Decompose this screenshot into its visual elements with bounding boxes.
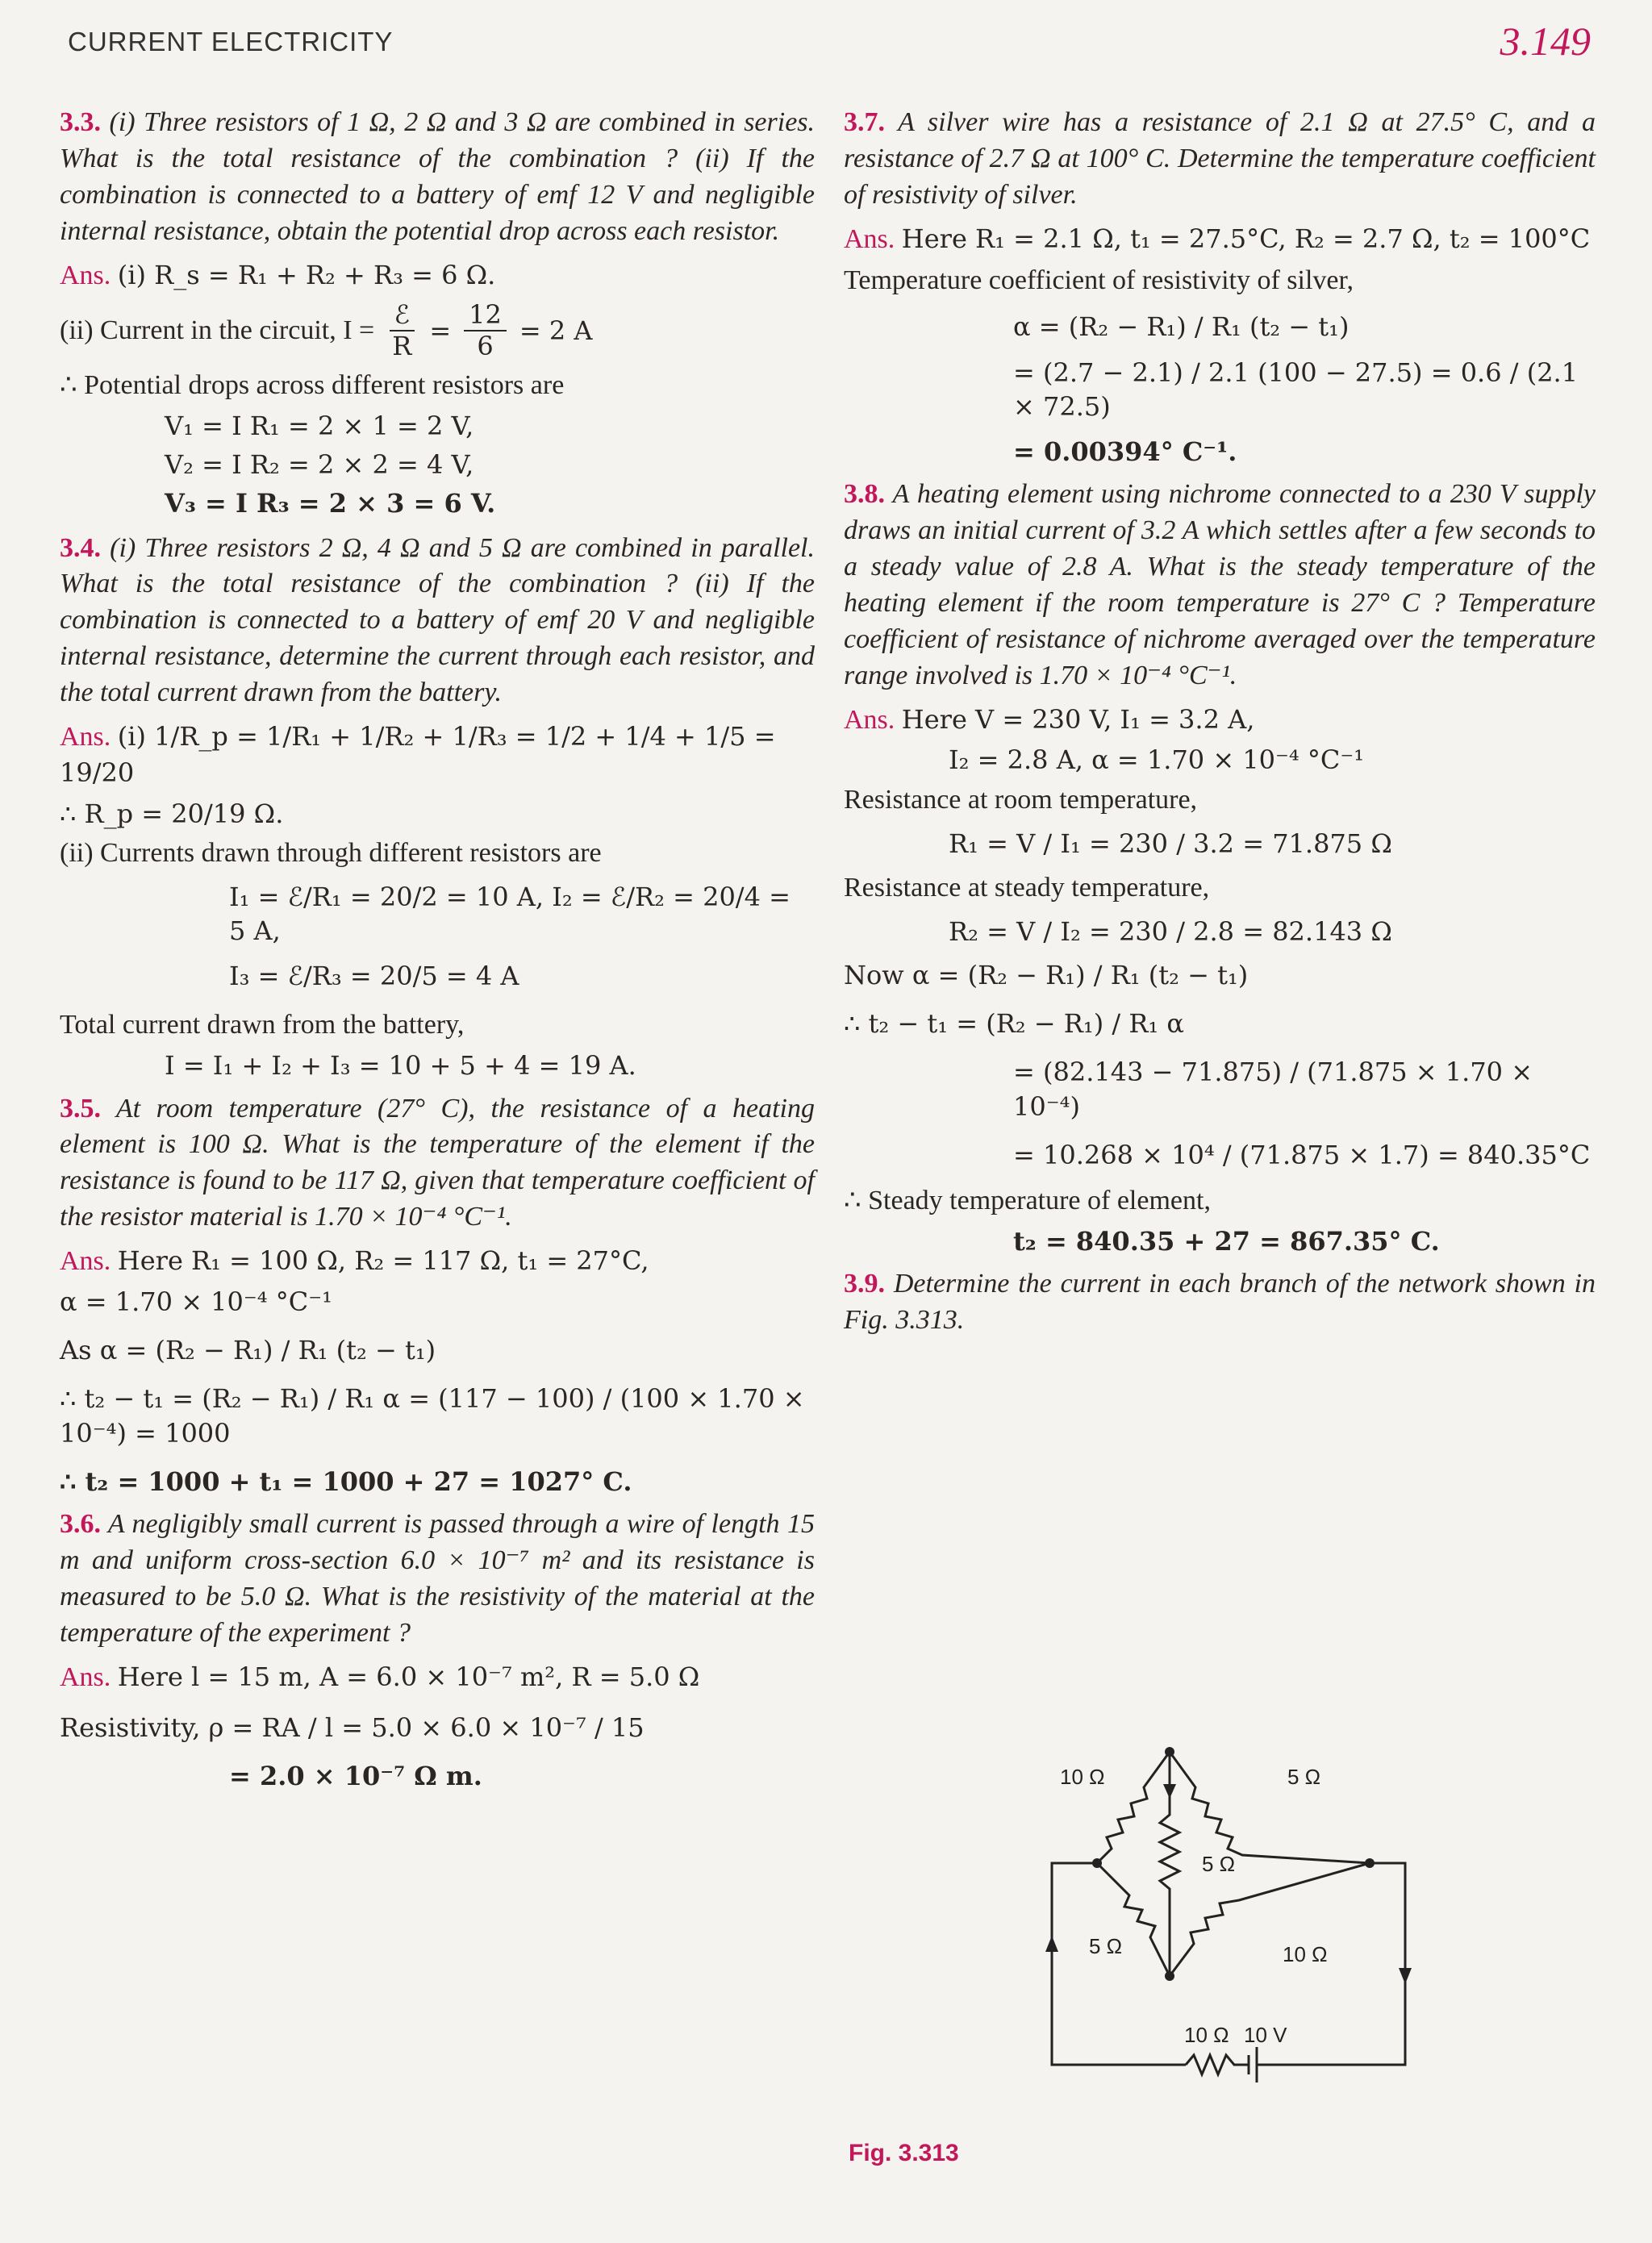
question-3-6 <box>60 1507 815 1652</box>
answer-line <box>60 719 815 792</box>
answer-line: V₃ = I R₃ = 2 × 3 = 6 V. <box>165 488 496 519</box>
answer-line <box>60 258 815 294</box>
answer-line <box>60 1244 815 1280</box>
denominator: 6 <box>477 331 494 362</box>
question-3-7 <box>844 105 1596 214</box>
answer-line: α = (R₂ − R₁) / R₁ (t₂ − t₁) <box>1013 311 1350 343</box>
answer-line: ∴ t₂ = 1000 + t₁ = 1000 + 27 = 1027° C. <box>60 1465 632 1497</box>
answer-line: (ii) Current in the circuit, I = $\frac{\text{ℰ}}{R}$ = $\frac{12}{6}$ = 2 A <box>60 299 593 362</box>
question-3-9 <box>844 1266 1596 1339</box>
answer-line: Resistance at steady temperature, <box>844 872 1210 903</box>
denominator: R <box>392 331 412 362</box>
question-number: 3.5. <box>60 1093 101 1124</box>
answer-label: Ans. <box>60 260 111 290</box>
label-r-bottom-right: 10 Ω <box>1283 1942 1328 1966</box>
node <box>1165 1747 1174 1757</box>
question-number: 3.4. <box>60 532 101 563</box>
answer-line: Total current drawn from the battery, <box>60 1010 465 1040</box>
answer-line: Temperature coefficient of resistivity of silver, <box>844 265 1354 295</box>
resistor-bottom-right <box>1170 1863 1370 1976</box>
answer-line: ∴ t₂ − t₁ = (R₂ − R₁) / R₁ α <box>844 1008 1185 1040</box>
answer-line: = (82.143 − 71.875) / (71.875 × 1.70 × 10⁻⁴) <box>1013 1057 1533 1122</box>
answer-label: Ans. <box>844 704 895 735</box>
label-r-top-left: 10 Ω <box>1060 1765 1105 1789</box>
label-r-series: 10 Ω <box>1184 2023 1229 2047</box>
question-3-5 <box>60 1091 815 1236</box>
resistor-bottom-left <box>1097 1863 1170 1976</box>
question-number: 3.6. <box>60 1509 101 1540</box>
answer-line: I₃ = ℰ/R₃ = 20/5 = 4 A <box>229 961 519 992</box>
node <box>1092 1858 1102 1868</box>
question-number: 3.8. <box>844 479 885 510</box>
label-r-top-right: 5 Ω <box>1287 1765 1321 1789</box>
answer-line: α = 1.70 × 10⁻⁴ °C⁻¹ <box>60 1286 332 1317</box>
question-3-3 <box>60 105 815 250</box>
node <box>1165 1971 1174 1981</box>
question-text: A negligibly small current is passed through a wire of length 15 m and uniform cross-section 6.0 × 10⁻⁷ m² and its resistance is measured to be 5.0 Ω. What is the resistivity of the material at the temperature of the experiment ? <box>60 1509 816 1648</box>
fraction <box>387 300 416 361</box>
left-column <box>60 105 815 1798</box>
question-3-8 <box>844 477 1596 694</box>
answer-line: I = I₁ + I₂ + I₃ = 10 + 5 + 4 = 19 A. <box>165 1050 636 1082</box>
answer-text: Here R₁ = 100 Ω, R₂ = 117 Ω, t₁ = 27°C, <box>117 1245 649 1277</box>
question-text: At room temperature (27° C), the resistance of a heating element is 100 Ω. What is the temperature of the element if the resistance is found to be 117 Ω, given that temperature coefficient of the resistor material is 1.70 × 10⁻⁴ °C⁻¹. <box>60 1093 815 1232</box>
question-3-4 <box>60 531 815 711</box>
answer-label: Ans. <box>60 721 111 752</box>
question-text: A heating element using nichrome connected to a 230 V supply draws an initial current of 3.2 A which settles after a few seconds to a steady value of 2.8 A. What is the steady temperature of the heating element if the room temperature is 27° C ? Temperature coefficient of resistance of nichrome averaged over the temperature range involved is 1.70 × 10⁻⁴ °C⁻¹. <box>844 479 1596 690</box>
figure-caption: Fig. 3.313 <box>849 2140 959 2166</box>
question-number: 3.9. <box>844 1269 885 1299</box>
answer-line: ∴ Potential drops across different resistors are <box>60 369 565 400</box>
chapter-title: CURRENT ELECTRICITY <box>68 27 394 56</box>
numerator: 12 <box>464 300 507 331</box>
answer-line: Now α = (R₂ − R₁) / R₁ (t₂ − t₁) <box>844 959 1249 990</box>
answer-line: As α = (R₂ − R₁) / R₁ (t₂ − t₁) <box>60 1335 436 1366</box>
label-r-mid: 5 Ω <box>1202 1852 1236 1876</box>
answer-line: V₁ = I R₁ = 2 × 1 = 2 V, <box>165 410 474 441</box>
answer-line: = (2.7 − 2.1) / 2.1 (100 − 27.5) = 0.6 / (2.1 × 72.5) <box>1013 356 1579 422</box>
answer-line: = 10.268 × 10⁴ / (71.875 × 1.7) = 840.35°C <box>1013 1139 1591 1170</box>
resistor-top-right <box>1170 1752 1370 1863</box>
answer-text: Here R₁ = 2.1 Ω, t₁ = 27.5°C, R₂ = 2.7 Ω, t₂ = 100°C <box>901 223 1591 254</box>
answer-line: Resistivity, ρ = RA / l = 5.0 × 6.0 × 10⁻⁷ / 15 <box>60 1711 645 1743</box>
answer-text: = 2 A <box>519 315 593 347</box>
answer-line: I₂ = 2.8 A, α = 1.70 × 10⁻⁴ °C⁻¹ <box>949 744 1365 776</box>
resistor-series <box>1186 2055 1249 2074</box>
circuit-figure <box>1041 1742 1412 2097</box>
circuit-diagram <box>1041 1742 1412 2097</box>
label-battery: 10 V <box>1244 2023 1287 2047</box>
answer-text: (ii) Current in the circuit, I = <box>60 315 375 345</box>
answer-line <box>60 1660 815 1696</box>
resistor-top-left <box>1097 1752 1170 1863</box>
question-number: 3.3. <box>60 107 101 137</box>
question-number: 3.7. <box>844 107 885 137</box>
fraction <box>464 300 507 361</box>
node <box>1365 1858 1375 1868</box>
answer-line: ∴ t₂ − t₁ = (R₂ − R₁) / R₁ α = (117 − 100) / (100 × 1.70 × 10⁻⁴) = 1000 <box>60 1383 805 1449</box>
question-text: (i) Three resistors of 1 Ω, 2 Ω and 3 Ω are combined in series. What is the total resistance of the combination ? (ii) If the combination is connected to a battery of emf 12 V and negligible internal resistance, obtain the potential drop across each resistor. <box>60 107 816 246</box>
arrow-down-icon <box>1163 1784 1176 1799</box>
answer-line: (ii) Currents drawn through different resistors are <box>60 837 602 868</box>
answer-text: (i) R_s = R₁ + R₂ + R₃ = 6 Ω. <box>117 259 496 290</box>
question-text: (i) Three resistors 2 Ω, 4 Ω and 5 Ω are combined in parallel. What is the total resistance of the combination ? (ii) If the combination is connected to a battery of emf 20 V and negligible internal resistance, determine the current through each resistor, and the total current drawn from the battery. <box>60 532 816 708</box>
arrow-up-icon <box>1045 1936 1058 1952</box>
label-r-bottom-left: 5 Ω <box>1089 1934 1123 1958</box>
answer-label: Ans. <box>60 1661 111 1692</box>
answer-label: Ans. <box>844 223 895 254</box>
wire-left <box>1052 1863 1186 2065</box>
answer-line <box>844 222 1596 258</box>
answer-text: Here l = 15 m, A = 6.0 × 10⁻⁷ m², R = 5.0 Ω <box>117 1661 700 1692</box>
answer-line: Resistance at room temperature, <box>844 784 1198 815</box>
answer-line: V₂ = I R₂ = 2 × 2 = 4 V, <box>165 449 474 481</box>
right-column <box>844 105 1596 1347</box>
answer-line: t₂ = 840.35 + 27 = 867.35° C. <box>1013 1225 1440 1257</box>
answer-line: = 2.0 × 10⁻⁷ Ω m. <box>229 1760 482 1791</box>
question-text: A silver wire has a resistance of 2.1 Ω at 27.5° C, and a resistance of 2.7 Ω at 100° C. Determine the temperature coefficient of resistivity of silver. <box>844 107 1596 210</box>
answer-text: (i) 1/R_p = 1/R₁ + 1/R₂ + 1/R₃ = 1/2 + 1/4 + 1/5 = 19/20 <box>60 720 776 788</box>
answer-line: I₁ = ℰ/R₁ = 20/2 = 10 A, I₂ = ℰ/R₂ = 20/4 = 5 A, <box>229 881 791 947</box>
answer-line: R₂ = V / I₂ = 230 / 2.8 = 82.143 Ω <box>949 915 1392 947</box>
answer-label: Ans. <box>60 1246 111 1277</box>
question-text: Determine the current in each branch of the network shown in Fig. 3.313. <box>844 1269 1596 1336</box>
answer-line: = 0.00394° C⁻¹. <box>1013 436 1237 468</box>
numerator: ℰ <box>390 300 415 331</box>
arrow-down-icon <box>1399 1968 1412 1984</box>
answer-line: ∴ Steady temperature of element, <box>844 1186 1211 1216</box>
answer-line: R₁ = V / I₁ = 230 / 3.2 = 71.875 Ω <box>949 828 1392 859</box>
page-number: 3.149 <box>1500 19 1591 64</box>
answer-text: Here V = 230 V, I₁ = 3.2 A, <box>901 703 1255 735</box>
answer-line <box>844 703 1596 739</box>
answer-line: ∴ R_p = 20/19 Ω. <box>60 798 284 829</box>
